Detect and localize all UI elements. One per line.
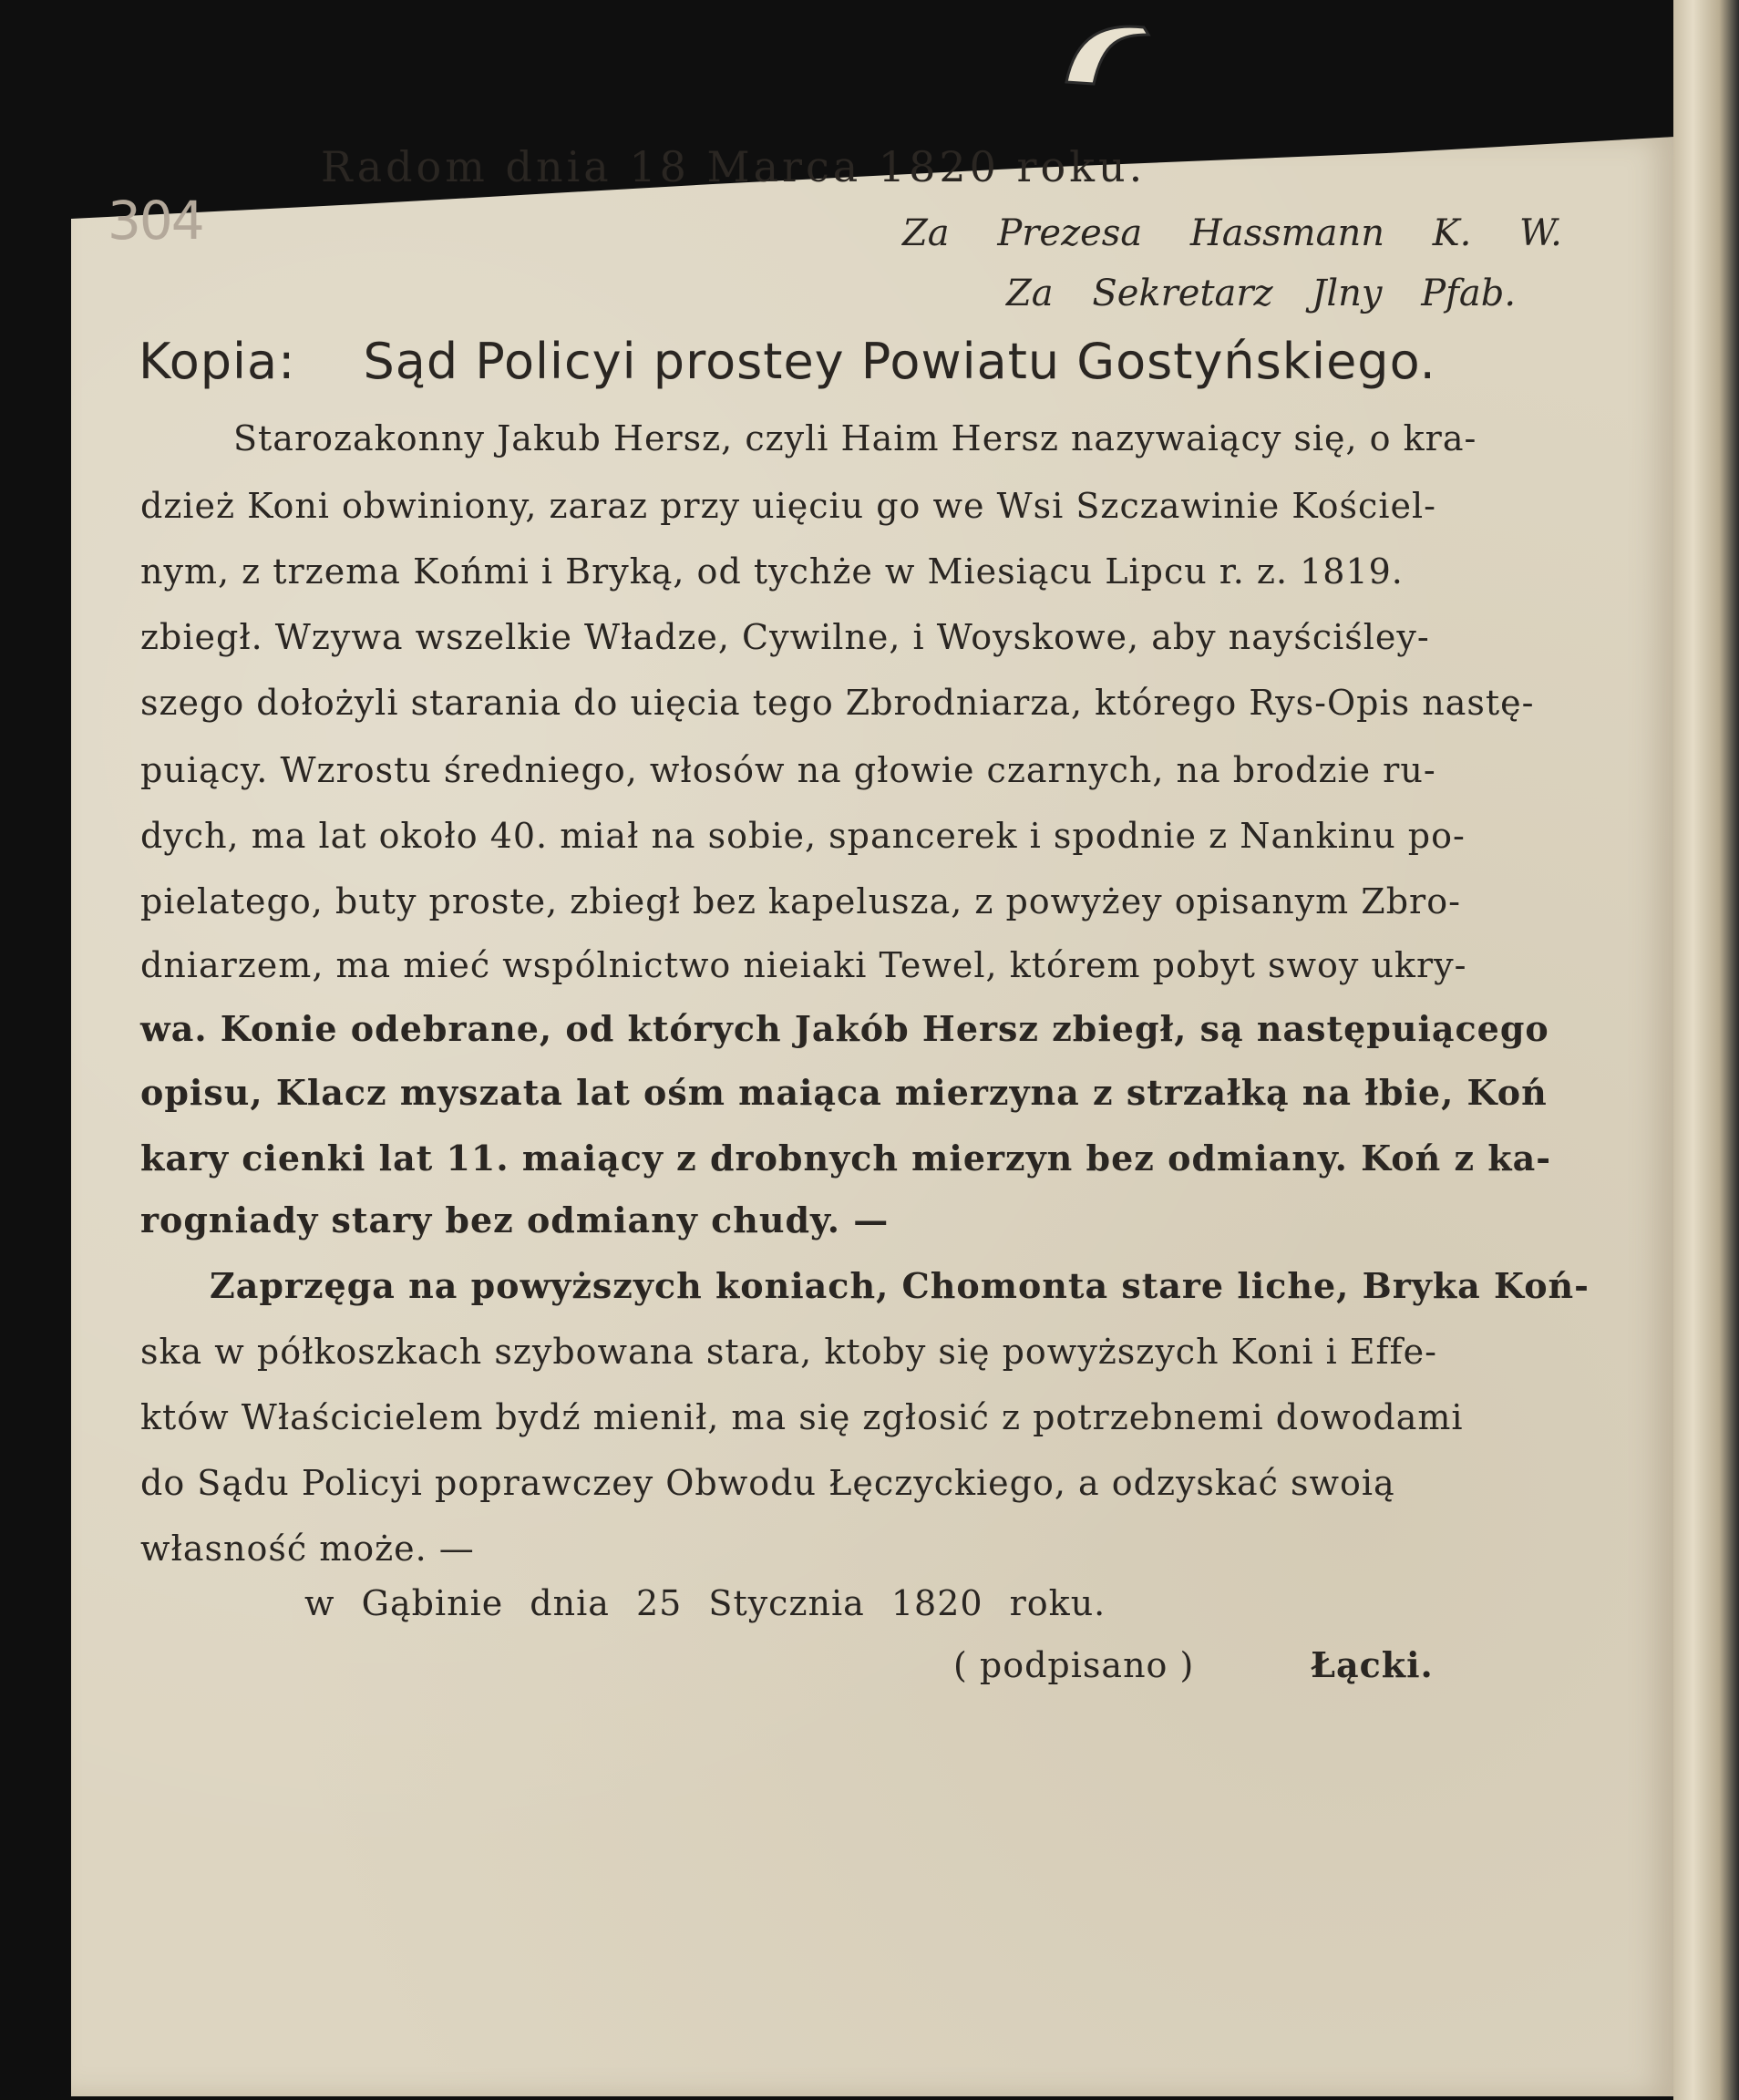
body-line: własność może. — [140,1529,475,1569]
heading-kopia: Kopia: [139,333,296,390]
body-line: opisu, Klacz myszata lat ośm maiąca mierzyna z strzałką na łbie, Koń [140,1072,1548,1113]
body-line: zbiegł. Wzywa wszelkie Władze, Cywilne, i Woyskowe, aby nayściśley- [140,617,1430,657]
pencil-page-number: 304 [108,190,203,252]
body-line: wa. Konie odebrane, od których Jakób Hersz zbiegł, są następuiącego [140,1008,1549,1049]
body-line: pielatego, buty proste, zbiegł bez kapelusza, z powyżey opisanym Zbro- [140,881,1461,921]
place-date-line: w Gąbinie dnia 25 Stycznia 1820 roku. [304,1583,1106,1623]
body-line: dniarzem, ma mieć wspólnictwo nieiaki Tewel, którem pobyt swoy ukry- [140,945,1467,985]
signature-secretary: Za Sekretarz Jlny Pfab. [1006,273,1517,314]
body-line: Zaprzęga na powyższych koniach, Chomonta stare liche, Bryka Koń- [210,1265,1590,1306]
signed-name: Łącki. [1311,1644,1434,1685]
body-line: nym, z trzema Końmi i Bryką, od tychże w Miesiącu Lipcu r. z. 1819. [140,551,1404,592]
body-line: kary cienki lat 11. maiący z drobnych mierzyn bez odmiany. Koń z ka- [140,1138,1552,1179]
signature-president: Za Prezesa Hassmann K. W. [902,212,1562,254]
signed-note: ( podpisano ) [953,1645,1195,1685]
document-heading [139,333,1436,390]
body-line: dych, ma lat około 40. miał na sobie, spancerek i spodnie z Nankinu po- [140,816,1466,856]
body-line: szego dołożyli starania do uięcia tego Zbrodniarza, którego Rys-Opis nastę- [140,683,1535,723]
header-date: Radom dnia 18 Marca 1820 roku. [321,142,1147,191]
body-line: puiący. Wzrostu średniego, włosów na głowie czarnych, na brodzie ru- [140,750,1436,790]
body-line: dzież Koni obwiniony, zaraz przy uięciu go we Wsi Szczawinie Kościel- [140,486,1436,526]
body-line: któw Właścicielem bydź mienił, ma się zgłosić z potrzebnemi dowodami [140,1397,1464,1437]
heading-title: Sąd Policyi prostey Powiatu Gostyńskiego. [363,333,1436,390]
body-line: Starozakonny Jakub Hersz, czyli Haim Hersz nazywaiący się, o kra- [233,418,1477,458]
body-line: do Sądu Policyi poprawczey Obwodu Łęczyckiego, a odzyskać swoią [140,1463,1395,1503]
body-line: rogniady stary bez odmiany chudy. — [140,1199,890,1240]
body-line: ska w półkoszkach szybowana stara, ktoby się powyższych Koni i Effe- [140,1332,1438,1372]
